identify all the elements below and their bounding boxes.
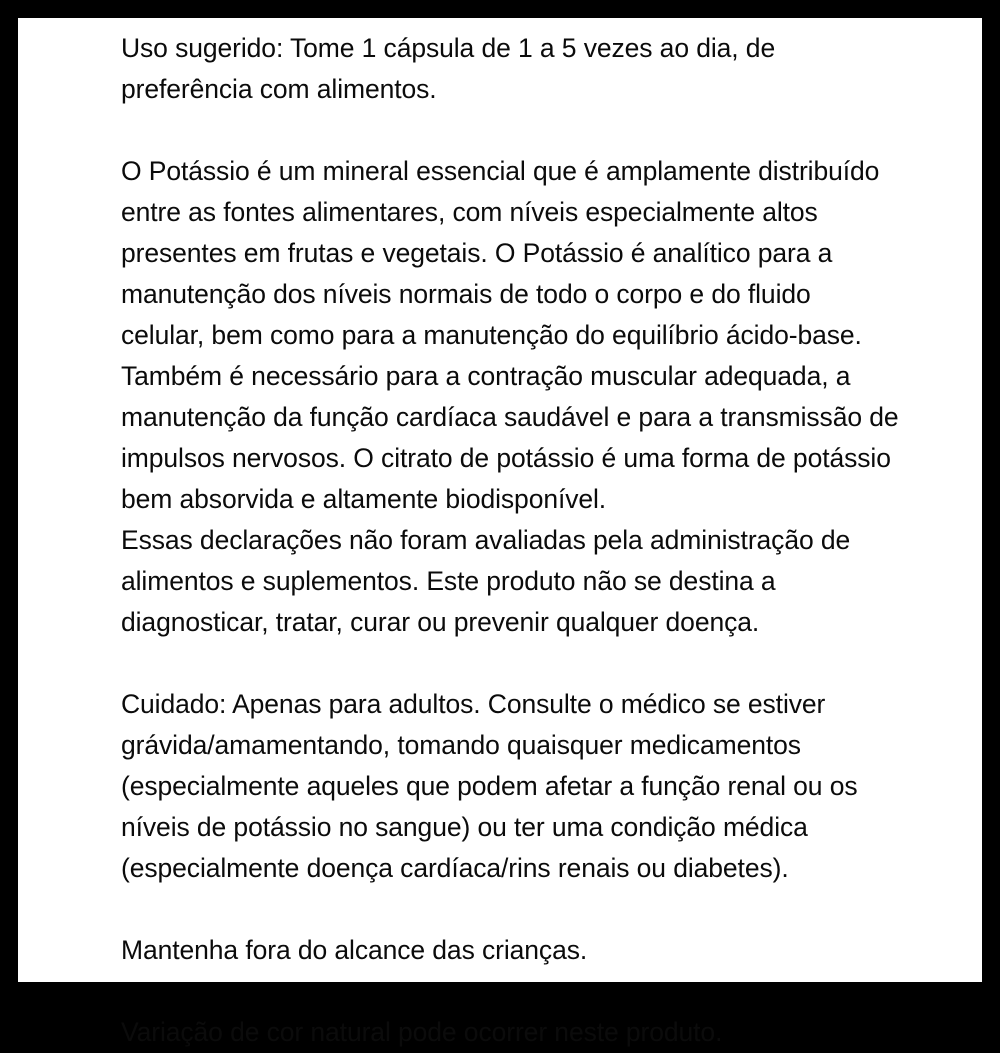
paragraph-spacer [121,643,901,684]
paragraph-spacer [121,110,901,151]
paragraph-caution: Cuidado: Apenas para adultos. Consulte o médico se estiver grávida/amamentando, tomando quaisquer medicamentos (especialmente aqueles que podem afetar a função renal ou os níveis de potássio no sangue) ou ter uma condição médica (especialmente doença cardíaca/rins renais ou diabetes). [121,689,858,883]
paragraph-color-variation: Variação de cor natural pode ocorrer neste produto. [121,1017,723,1047]
paragraph-fda-disclaimer: Essas declarações não foram avaliadas pela administração de alimentos e suplementos. Este produto não se destina a diagnosticar, tratar, curar ou prevenir qualquer doença. [121,525,851,637]
supplement-label-card [18,18,982,1047]
label-text-block [121,28,901,1053]
paragraph-suggested-use: Uso sugerido: Tome 1 cápsula de 1 a 5 vezes ao dia, de preferência com alimentos. [121,33,776,104]
paragraph-potassium-description: O Potássio é um mineral essencial que é amplamente distribuído entre as fontes alimentares, com níveis especialmente altos presentes em frutas e vegetais. O Potássio é analítico para a manutenção dos níveis normais de todo o corpo e do fluido celular, bem como para a manutenção do equilíbrio ácido-base. Também é necessário para a contração muscular adequada, a manutenção da função cardíaca saudável e para a transmissão de impulsos nervosos. O citrato de potássio é uma forma de potássio bem absorvida e altamente biodisponível. [121,156,899,514]
paragraph-spacer [121,889,901,930]
paragraph-spacer [121,971,901,1012]
paragraph-keep-out-of-reach: Mantenha fora do alcance das crianças. [121,935,588,965]
